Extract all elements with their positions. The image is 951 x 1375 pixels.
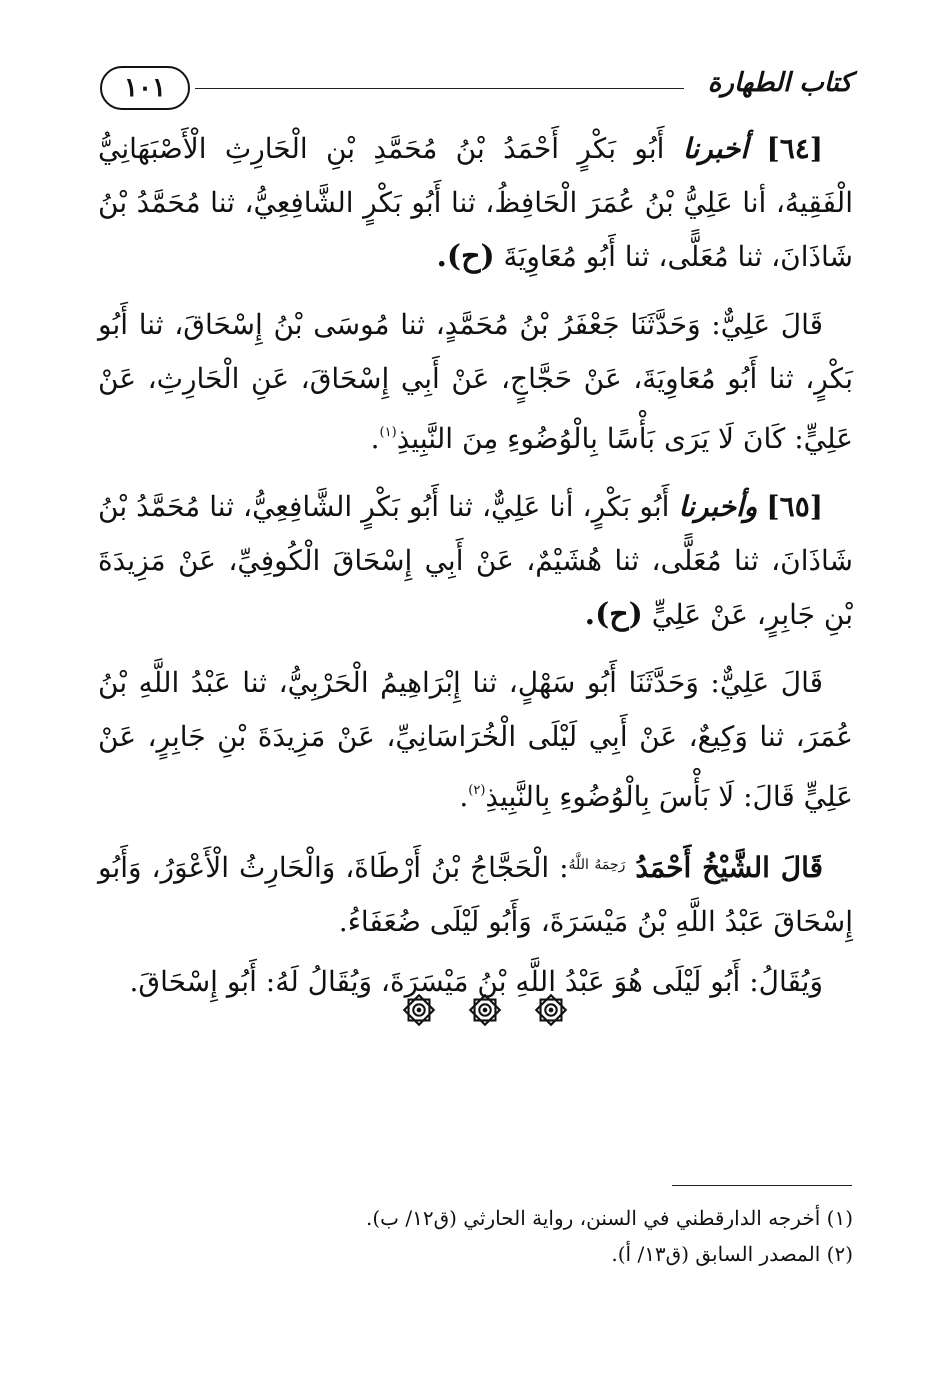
page-number: ١٠١ [100, 66, 190, 110]
eight-point-star-ornament-icon [532, 991, 570, 1029]
paragraph-text: قَالَ عَلِيٌّ: وَحَدَّثَنَا أَبُو سَهْلٍ، ثنا إِبْرَاهِيمُ الْحَرْبِيُّ، ثنا عَبْدُ اللَّهِ بْنُ عُمَرَ، ثنا وَكِيعٌ، عَنْ أَبِي لَيْلَى الْخُرَاسَانِيِّ، عَنْ مَزِيدَةَ بْنِ جَابِرٍ، عَنْ عَلِيٍّ قَالَ: لَا بَأْسَ بِالْوُضُوءِ بِالنَّبِيذِ [98, 666, 853, 813]
hadith-number: [٦٤] [766, 132, 824, 165]
running-header [100, 62, 852, 122]
isnad-lead: وأخبرنا [678, 490, 758, 523]
footnote-1 [98, 1200, 853, 1236]
hadith-64-second-chain [98, 298, 853, 466]
section-ornaments [400, 990, 570, 1030]
isnad-lead: أخبرنا [682, 132, 749, 165]
eight-point-star-ornament-icon [400, 991, 438, 1029]
footnote-reference: (١) [379, 425, 397, 440]
header-rule [195, 88, 684, 89]
hadith-number: [٦٥] [766, 490, 823, 523]
footnote-number: (٢) [826, 1242, 853, 1266]
author-comment [98, 838, 853, 949]
footnote-text: أخرجه الدارقطني في السنن، رواية الحارثي (ق١٢/ ب). [365, 1206, 821, 1230]
tahwil-marker: (ح). [584, 597, 643, 632]
footnotes [98, 1200, 853, 1272]
paragraph-text: أَبُو بَكْرٍ، أنا عَلِيٌّ، ثنا أَبُو بَكْرٍ الشَّافِعِيُّ، ثنا مُحَمَّدُ بْنُ شَاذَانَ، ثنا مُعَلًّى، ثنا هُشَيْمٌ، عَنْ أَبِي إِسْحَاقَ الْكُوفِيِّ، عَنْ مَزِيدَةَ بْنِ جَابِرٍ، عَنْ عَلِيٍّ [98, 490, 853, 631]
footnote-number: (١) [826, 1206, 853, 1230]
footnote-rule [672, 1185, 852, 1186]
tahwil-marker: (ح). [436, 239, 495, 274]
main-text [98, 122, 853, 1023]
footnote-2 [98, 1236, 853, 1272]
chapter-title: كتاب الطهارة [707, 68, 852, 98]
paragraph-end: . [459, 780, 469, 813]
eight-point-star-ornament-icon [466, 991, 504, 1029]
paragraph-text: قَالَ عَلِيٌّ: وَحَدَّثَنَا جَعْفَرُ بْنُ مُحَمَّدٍ، ثنا مُوسَى بْنُ إِسْحَاقَ، ثنا أَبُو بَكْرٍ، ثنا أَبُو مُعَاوِيَةَ، عَنْ حَجَّاجٍ، عَنْ أَبِي إِسْحَاقَ، عَنِ الْحَارِثِ، عَنْ عَلِيٍّ: كَانَ لَا يَرَى بَأْسًا بِالْوُضُوءِ مِنَ النَّبِيذِ [98, 308, 853, 455]
footnote-reference: (٢) [468, 783, 486, 798]
hadith-65 [98, 480, 853, 642]
paragraph-text: : الْحَجَّاجُ بْنُ أَرْطَاةَ، وَالْحَارِثُ الْأَعْوَرُ، وَأَبُو إِسْحَاقَ عَبْدُ اللَّهِ بْنُ مَيْسَرَةَ، وَأَبُو لَيْلَى ضُعَفَاءُ. [98, 851, 853, 938]
paragraph-text: أَبُو بَكْرٍ أَحْمَدُ بْنُ مُحَمَّدِ بْنِ الْحَارِثِ الْأَصْبَهَانِيُّ الْفَقِيهُ، أنا عَلِيُّ بْنُ عُمَرَ الْحَافِظُ، ثنا أَبُو بَكْرٍ الشَّافِعِيُّ، ثنا مُحَمَّدُ بْنُ شَاذَانَ، ثنا مُعَلًّى، ثنا أَبُو مُعَاوِيَةَ [98, 132, 853, 273]
paragraph-end: . [370, 422, 380, 455]
honorific: رَحِمَهُ اللَّهُ [568, 857, 626, 873]
author-lead: قَالَ الشَّيْخُ أَحْمَدُ [635, 851, 824, 884]
paragraph-text: وَيُقَالُ: أَبُو لَيْلَى هُوَ عَبْدُ اللَّهِ بْنُ مَيْسَرَةَ، وَيُقَالُ لَهُ: أَبُو إِسْحَاقَ. [129, 965, 823, 998]
hadith-65-second-chain [98, 656, 853, 824]
hadith-64 [98, 122, 853, 284]
footnote-text: المصدر السابق (ق١٣/ أ). [611, 1242, 821, 1266]
